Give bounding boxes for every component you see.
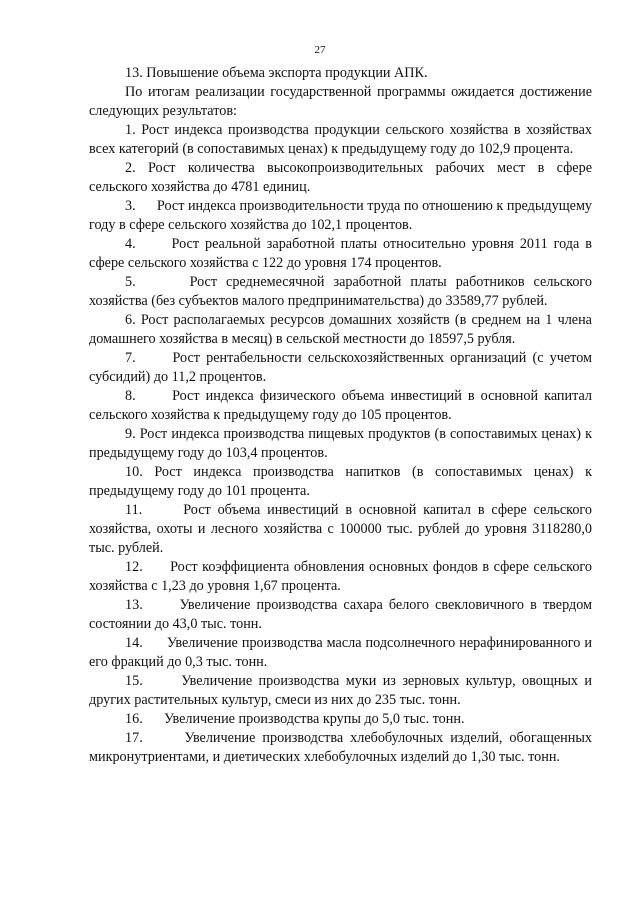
result-item-9: 9. Рост индекса производства пищевых продуктов (в сопоставимых ценах) к предыдущему году до 103,4 процентов. — [89, 426, 592, 461]
result-item-17: 17. Увеличение производства хлебобулочных изделий, обогащенных микронутриентами, и диетических хлебобулочных изделий до 1,30 тыс. тонн. — [89, 730, 596, 765]
result-item-7: 7. Рост рентабельности сельскохозяйственных организаций (с учетом субсидий) до 11,2 процентов. — [89, 350, 596, 385]
result-item-6: 6. Рост располагаемых ресурсов домашних хозяйств (в среднем на 1 члена домашнего хозяйства в месяц) в сельской местности до 18597,5 рубля. — [89, 312, 592, 347]
result-item-12: 12. Рост коэффициента обновления основных фондов в сфере сельского хозяйства с 1,23 до уровня 1,67 процента. — [89, 559, 596, 594]
result-item-1: 1. Рост индекса производства продукции сельского хозяйства в хозяйствах всех категорий (в сопоставимых ценах) к предыдущему году до 102,9 процента. — [89, 122, 592, 157]
result-item-8: 8. Рост индекса физического объема инвестиций в основной капитал сельского хозяйства к предыдущему году до 105 процентов. — [89, 388, 596, 423]
result-item-5: 5. Рост среднемесячной заработной платы работников сельского хозяйства (без субъектов малого предпринимательства) до 33589,77 рублей. — [89, 274, 596, 309]
result-item-4: 4. Рост реальной заработной платы относительно уровня 2011 года в сфере сельского хозяйства с 122 до уровня 174 процентов. — [89, 236, 596, 271]
result-item-14: 14. Увеличение производства масла подсолнечного нерафинированного и его фракций до 0,3 тыс. тонн. — [89, 635, 596, 670]
section-heading: 13. Повышение объема экспорта продукции АПК. — [125, 65, 428, 81]
result-item-3: 3. Рост индекса производительности труда по отношению к предыдущему году в сфере сельского хозяйства до 102,1 процентов. — [89, 198, 596, 233]
result-item-15: 15. Увеличение производства муки из зерновых культур, овощных и других растительных культур, смеси из них до 235 тыс. тонн. — [89, 673, 596, 708]
result-item-13: 13. Увеличение производства сахара белого свекловичного в твердом состоянии до 43,0 тыс. тонн. — [89, 597, 596, 632]
document-body — [89, 64, 596, 767]
result-item-11: 11. Рост объема инвестиций в основной капитал в сфере сельского хозяйства, охоты и лесного хозяйства с 100000 тыс. рублей до уровня 3118280,0 тыс. рублей. — [89, 502, 596, 556]
result-item-2: 2. Рост количества высокопроизводительных рабочих мест в сфере сельского хозяйства до 4781 единиц. — [89, 160, 592, 195]
result-item-10: 10. Рост индекса производства напитков (в сопоставимых ценах) к предыдущему году до 101 процента. — [89, 464, 592, 499]
intro-paragraph: По итогам реализации государственной программы ожидается достижение следующих результатов: — [89, 84, 592, 119]
page-number: 27 — [314, 44, 326, 56]
result-item-16: 16. Увеличение производства крупы до 5,0 тыс. тонн. — [125, 711, 465, 727]
